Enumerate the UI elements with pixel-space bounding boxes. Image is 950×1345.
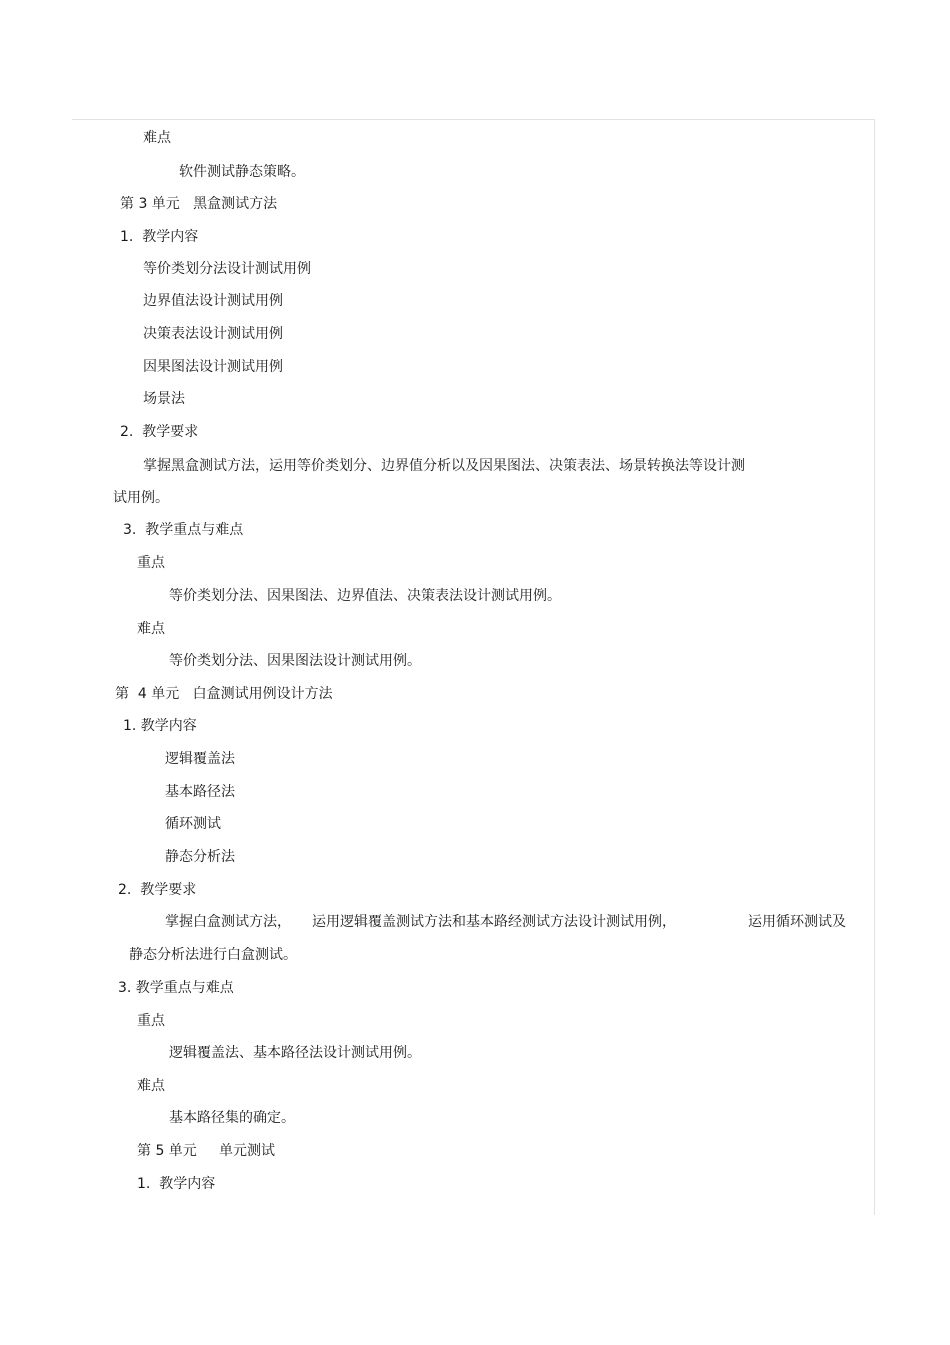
difficulty-heading: 难点 bbox=[143, 130, 171, 146]
page-frame-right-border bbox=[874, 119, 875, 1215]
unit-3-content-item: 场景法 bbox=[143, 391, 185, 407]
unit-3-key-point-label: 重点 bbox=[137, 555, 165, 571]
unit-4-requirements-text-cont: 静态分析法进行白盒测试。 bbox=[129, 947, 297, 963]
unit-4-key-points-heading: 3. 教学重点与难点 bbox=[118, 980, 234, 996]
unit-4-requirements-text-c: 运用循环测试及 bbox=[748, 914, 846, 930]
page-frame-top-border bbox=[72, 119, 875, 120]
unit-4-content-item: 基本路径法 bbox=[165, 784, 235, 800]
unit-4-key-point-text: 逻辑覆盖法、基本路径法设计测试用例。 bbox=[169, 1045, 421, 1061]
unit-3-key-point-text: 等价类划分法、因果图法、边界值法、决策表法设计测试用例。 bbox=[169, 588, 561, 604]
unit-4-requirements-text-b: 运用逻辑覆盖测试方法和基本路经测试方法设计测试用例， bbox=[312, 914, 676, 930]
unit-4-requirements-heading: 2. 教学要求 bbox=[118, 882, 197, 898]
difficulty-text: 软件测试静态策略。 bbox=[179, 164, 305, 180]
unit-3-difficulty-label: 难点 bbox=[137, 621, 165, 637]
unit-4-difficulty-label: 难点 bbox=[137, 1078, 165, 1094]
unit-4-content-heading: 1. 教学内容 bbox=[123, 718, 197, 734]
unit-4-key-point-label: 重点 bbox=[137, 1013, 165, 1029]
unit-3-requirements-heading: 2. 教学要求 bbox=[120, 424, 199, 440]
unit-3-content-item: 边界值法设计测试用例 bbox=[143, 293, 283, 309]
unit-5-content-heading: 1. 教学内容 bbox=[137, 1176, 216, 1192]
unit-3-content-heading: 1. 教学内容 bbox=[120, 229, 199, 245]
unit-4-requirements-text-a: 掌握白盒测试方法， bbox=[165, 914, 291, 930]
unit-3-difficulty-text: 等价类划分法、因果图法设计测试用例。 bbox=[169, 653, 421, 669]
unit-5-title: 第 5 单元 单元测试 bbox=[137, 1143, 276, 1159]
unit-4-content-item: 循环测试 bbox=[165, 816, 221, 832]
unit-3-requirements-text-cont: 试用例。 bbox=[113, 490, 169, 506]
unit-4-content-item: 逻辑覆盖法 bbox=[165, 751, 235, 767]
unit-4-content-item: 静态分析法 bbox=[165, 849, 235, 865]
unit-3-requirements-text: 掌握黑盒测试方法，运用等价类划分、边界值分析以及因果图法、决策表法、场景转换法等设计测 bbox=[143, 458, 745, 474]
unit-3-content-item: 等价类划分法设计测试用例 bbox=[143, 261, 311, 277]
unit-3-key-points-heading: 3. 教学重点与难点 bbox=[123, 522, 244, 538]
unit-3-title: 第 3 单元 黑盒测试方法 bbox=[120, 196, 278, 212]
unit-4-difficulty-text: 基本路径集的确定。 bbox=[169, 1110, 295, 1126]
unit-4-title: 第 4 单元 白盒测试用例设计方法 bbox=[115, 686, 333, 702]
unit-3-content-item: 决策表法设计测试用例 bbox=[143, 326, 283, 342]
unit-3-content-item: 因果图法设计测试用例 bbox=[143, 359, 283, 375]
